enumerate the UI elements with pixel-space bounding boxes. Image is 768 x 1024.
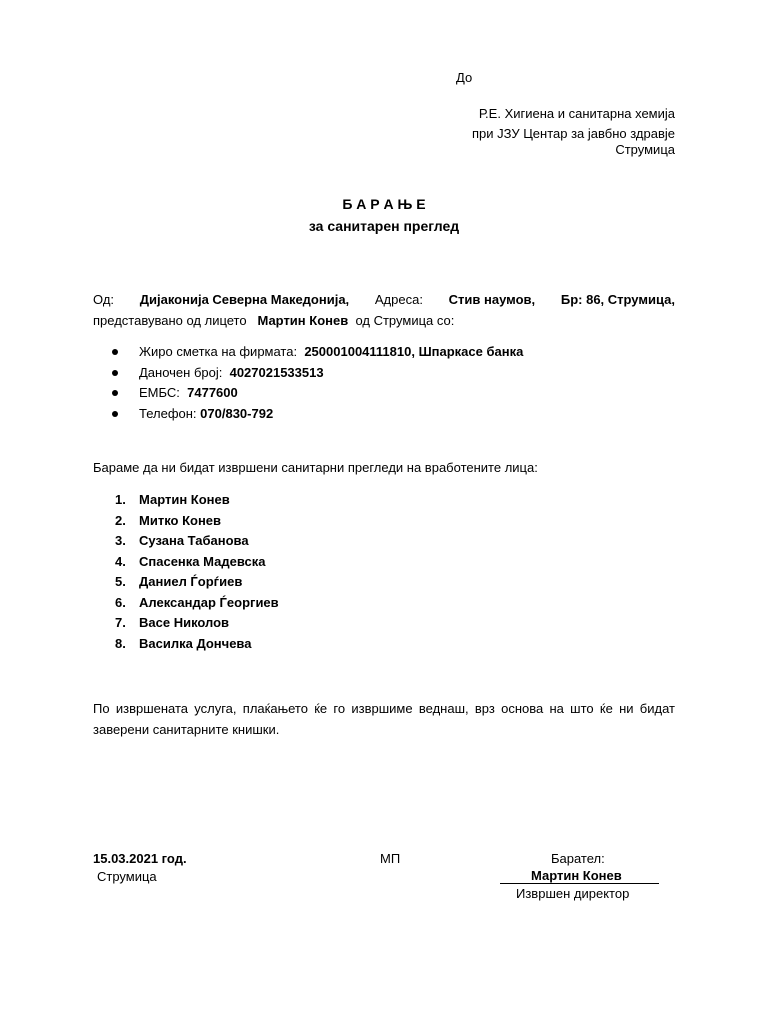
- list-item: [112, 572, 279, 593]
- list-number: 3.: [115, 533, 126, 548]
- recipient-line-3: Струмица: [615, 142, 675, 157]
- list-number: 6.: [115, 594, 126, 610]
- detail-label: ЕМБС:: [139, 385, 180, 401]
- list-item: [112, 531, 279, 552]
- represented-line: [93, 310, 454, 331]
- list-number: 2.: [115, 512, 126, 528]
- applicant-label: Барател:: [551, 851, 605, 866]
- represented-prefix: представувано од лицето: [93, 313, 247, 328]
- from-line: [93, 289, 675, 310]
- list-item: [112, 490, 279, 511]
- applicant-title: Извршен директор: [516, 886, 630, 901]
- date: 15.03.2021 год.: [93, 851, 187, 866]
- employee-name: Спасенка Мадевска: [139, 553, 266, 569]
- representative-name: Мартин Конев: [257, 313, 349, 328]
- request-text: Бараме да ни бидат извршени санитарни прегледи на вработените лица:: [93, 460, 538, 475]
- address-number: Бр: 86, Струмица,: [560, 292, 675, 307]
- signature-line: [500, 883, 659, 884]
- detail-label: Даночен број:: [139, 364, 223, 380]
- employee-name: Александар Ѓеоргиев: [139, 594, 279, 610]
- address-label: Адреса:: [374, 292, 423, 307]
- list-item: [112, 383, 523, 404]
- list-number: 5.: [115, 574, 126, 589]
- recipient-to: До: [456, 70, 473, 85]
- from-name: Дијаконија Северна Македонија,: [139, 292, 350, 307]
- detail-value: 4027021533513: [229, 364, 324, 380]
- list-number: 4.: [115, 553, 126, 569]
- detail-value: 250001004111810, Шпаркасе банка: [304, 344, 524, 359]
- address-value: Стив наумов,: [448, 292, 536, 307]
- stamp-mark: МП: [380, 851, 401, 866]
- list-item: [112, 552, 279, 573]
- applicant-name: Мартин Конев: [531, 868, 622, 883]
- payment-text: По извршената услуга, плаќањето ќе го извршиме веднаш, врз основа на што ќе ни бидат заверени санитарните книшки.: [93, 701, 675, 737]
- list-item: [112, 634, 279, 655]
- detail-value: 7477600: [187, 385, 238, 401]
- list-number: 1.: [115, 492, 126, 507]
- employee-name: Мартин Конев: [139, 492, 230, 507]
- employee-name: Даниел Ѓорѓиев: [139, 574, 243, 589]
- detail-label: Жиро сметка на фирмата:: [139, 344, 298, 359]
- list-item: [112, 593, 279, 614]
- employees-list: [112, 490, 279, 654]
- list-item: [112, 363, 523, 384]
- company-details-list: [112, 342, 523, 425]
- place: Струмица: [97, 869, 157, 884]
- detail-label: Телефон:: [139, 406, 197, 422]
- employee-name: Василка Дончева: [139, 635, 252, 651]
- recipient-line-1: Р.Е. Хигиена и санитарна хемија: [478, 106, 675, 121]
- bullet-icon: [112, 370, 118, 376]
- from-label: Од:: [93, 292, 115, 307]
- bullet-icon: [112, 349, 118, 355]
- list-item: [112, 342, 523, 363]
- list-item: [112, 613, 279, 634]
- list-number: 7.: [115, 615, 126, 630]
- list-item: [112, 404, 523, 425]
- list-item: [112, 511, 279, 532]
- employee-name: Сузана Табанова: [139, 533, 249, 548]
- employee-name: Васе Николов: [139, 615, 230, 630]
- employee-name: Митко Конев: [139, 512, 222, 528]
- document-subtitle: за санитарен преглед: [308, 218, 460, 234]
- bullet-icon: [112, 411, 118, 417]
- bullet-icon: [112, 390, 118, 396]
- represented-suffix: од Струмица со:: [355, 313, 455, 328]
- list-number: 8.: [115, 635, 126, 651]
- recipient-line-2: при ЈЗУ Центар за јавбно здравје: [471, 126, 675, 141]
- detail-value: 070/830-792: [200, 406, 274, 422]
- document-title: Б А Р А Њ Е: [342, 196, 426, 212]
